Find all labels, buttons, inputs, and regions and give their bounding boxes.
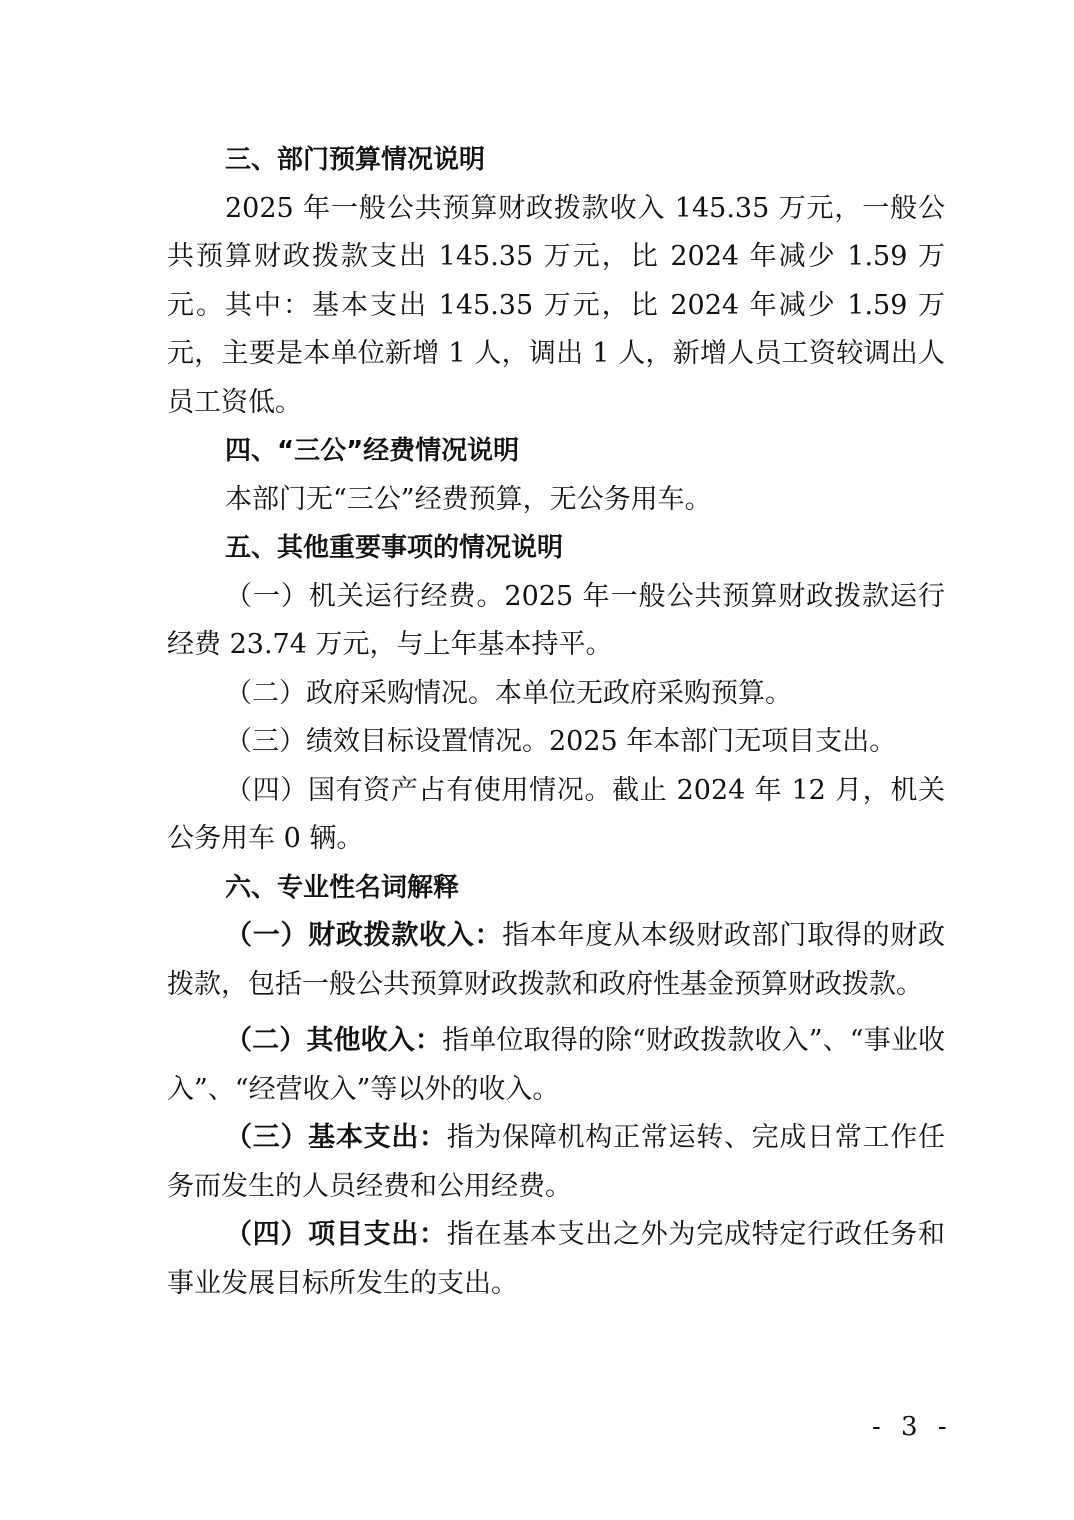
other-matter-item: （一）机关运行经费。2025 年一般公共预算财政拨款运行经费 23.74 万元，与上年基本持平。	[167, 580, 945, 660]
section-heading-glossary: 六、专业性名词解释	[225, 872, 460, 903]
glossary-term: （三）基本支出：	[225, 1122, 447, 1153]
glossary-definition: 指本年度从本级财政部门取得的财政拨款，包括一般公共预算财政拨款和政府性基金预算财政拨款。	[167, 920, 946, 1000]
glossary-item	[167, 1017, 945, 1114]
budget-paragraph: 2025 年一般公共预算财政拨款收入 145.35 万元，一般公共预算财政拨款支出 145.35 万元，比 2024 年减少 1.59 万元。其中：基本支出 145.35 万元，比 2024 年减少 1.59 万元，主要是本单位新增 1 人，调出 1 人，新增人员工资较调出人员工资低。	[167, 192, 945, 418]
other-matter-item: （二）政府采购情况。本单位无政府采购预算。	[225, 677, 792, 709]
glossary-term: （四）项目支出：	[225, 1219, 447, 1250]
other-matter-item: （四）国有资产占有使用情况。截止 2024 年 12 月，机关公务用车 0 辆。	[167, 774, 945, 854]
glossary-term: （二）其他收入：	[225, 1025, 443, 1056]
page-number: - 3 -	[872, 1412, 953, 1442]
glossary-definition: 指为保障机构正常运转、完成日常工作任务而发生的人员经费和公用经费。	[167, 1122, 946, 1202]
section-heading-other-matters: 五、其他重要事项的情况说明	[225, 533, 564, 563]
section-heading-three-public: 四、“三公”经费情况说明	[225, 436, 520, 466]
glossary-item	[167, 1114, 945, 1211]
glossary-definition: 指在基本支出之外为完成特定行政任务和事业发展目标所发生的支出。	[167, 1219, 946, 1299]
section-heading-budget: 三、部门预算情况说明	[225, 145, 486, 175]
other-matter-item: （三）绩效目标设置情况。2025 年本部门无项目支出。	[225, 726, 897, 757]
glossary-item	[167, 1211, 945, 1308]
glossary-definition: 指单位取得的除“财政拨款收入”、“事业收入”、“经营收入”等以外的收入。	[167, 1025, 945, 1105]
three-public-paragraph: 本部门无“三公”经费预算，无公务用车。	[225, 483, 712, 515]
glossary-term: （一）财政拨款收入：	[225, 920, 503, 951]
glossary-item	[167, 912, 945, 1009]
document-body	[167, 136, 945, 1308]
